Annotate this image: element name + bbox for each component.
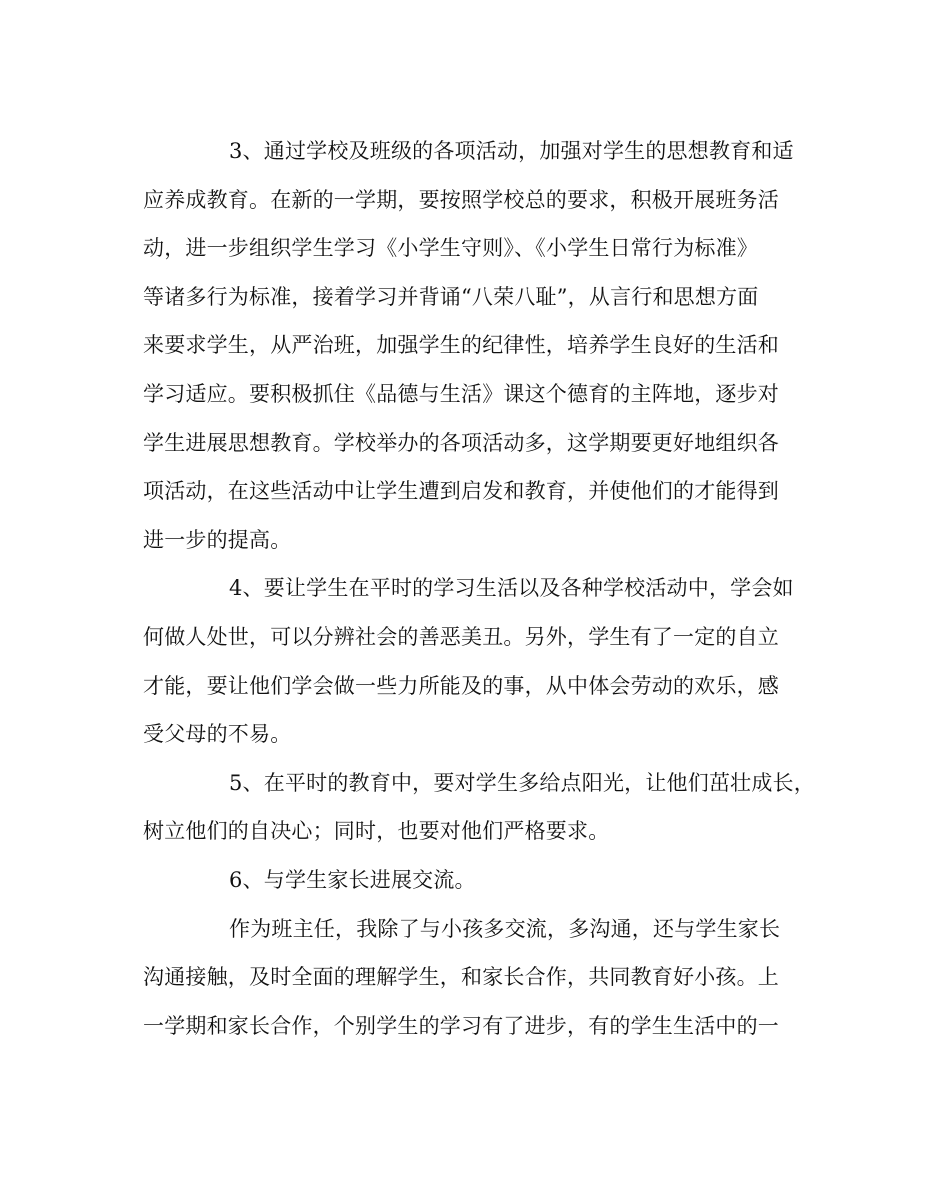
- document-body: [143, 127, 833, 1050]
- text-line: 才能，要让他们学会做一些力所能及的事，从中体会劳动的欢乐，感: [143, 673, 779, 698]
- text-line: 5、在平时的教育中，要对学生多给点阳光，让他们茁壮成长，: [229, 770, 815, 795]
- text-line: 作为班主任，我除了与小孩多交流，多沟通，还与学生家长: [229, 916, 781, 941]
- text-line: 动，进一步组织学生学习《小学生守则》、《小学生日常行为标准》: [143, 236, 758, 261]
- text-line: 受父母的不易。: [143, 722, 292, 747]
- text-line: 项活动，在这些活动中让学生遭到启发和教育，并使他们的才能得到: [143, 479, 779, 504]
- text-line: 6、与学生家长进展交流。: [229, 867, 476, 892]
- text-line: 一学期和家长合作，个别学生的学习有了进步，有的学生生活中的一: [143, 1013, 779, 1038]
- text-line: 沟通接触，及时全面的理解学生，和家长合作，共同教育好小孩。上: [143, 965, 779, 990]
- text-line: 树立他们的自决心；同时，也要对他们严格要求。: [143, 819, 610, 844]
- text-line: 学生进展思想教育。学校举办的各项活动多，这学期要更好地组织各: [143, 430, 779, 455]
- text-line: 来要求学生，从严治班，加强学生的纪律性，培养学生良好的生活和: [143, 333, 779, 358]
- text-line: 等诸多行为标准，接着学习并背诵“八荣八耻”，从言行和思想方面: [143, 284, 759, 309]
- text-line: 进一步的提高。: [143, 527, 292, 552]
- text-line: 4、要让学生在平时的学习生活以及各种学校活动中，学会如: [229, 576, 794, 601]
- text-line: 何做人处世，可以分辨社会的善恶美丑。另外，学生有了一定的自立: [143, 624, 779, 649]
- text-line: 应养成教育。在新的一学期，要按照学校总的要求，积极开展班务活: [143, 187, 779, 212]
- text-line: 学习适应。要积极抓住《品德与生活》课这个德育的主阵地，逐步对: [143, 381, 779, 406]
- text-line: 3、通过学校及班级的各项活动，加强对学生的思想教育和适: [229, 139, 794, 163]
